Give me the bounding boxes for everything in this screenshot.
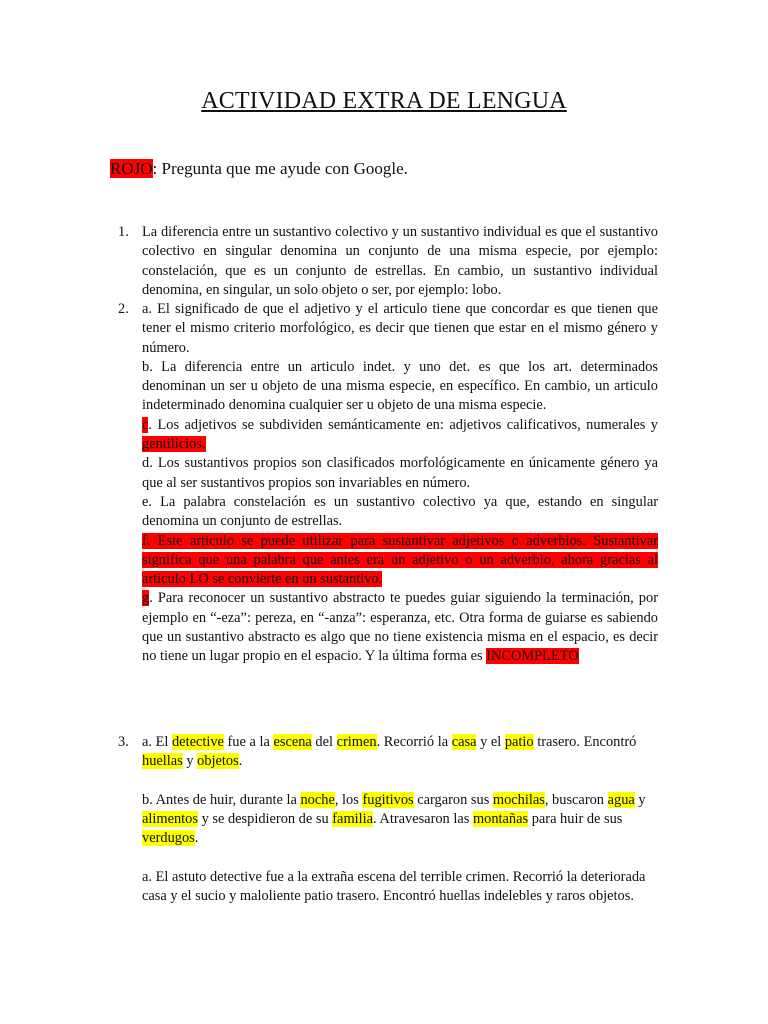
answer-2c: c. Los adjetivos se subdividen semánticamente en: adjetivos calificativos, numerales y gentilicios. [142, 416, 658, 453]
answer-2f [142, 532, 658, 590]
answer-3a-highlighted: a. El detective fue a la escena del crimen. Recorrió la casa y el patio trasero. Encontró huellas y objetos. [142, 734, 637, 770]
yellow-highlight: huellas [142, 753, 183, 770]
answer-2b: b. La diferencia entre un articulo indet. y uno det. es que los art. determinados denominan un ser u objeto de una misma especie, en específico. En cambio, un articulo indeterminado denomina cualquier ser u objeto de una misma especie. [142, 358, 658, 414]
answer-item-1 [118, 223, 658, 300]
answer-2g: g. Para reconocer un sustantivo abstracto te puedes guiar siguiendo la terminación, por ejemplo en “-eza”: pereza, en “-anza”: esperanza, etc. Otra forma de guiarse es sabiendo que un sustantivo abstracto es algo que no tiene existencia misma en el espacio, es decir no tiene un lugar propio en el espacio. Y la última forma es INCOMPLETO [142, 590, 658, 665]
yellow-highlight: crimen [336, 734, 377, 750]
color-legend [110, 159, 408, 179]
answer-3b-highlighted: b. Antes de huir, durante la noche, los fugitivos cargaron sus mochilas, buscaron agua y alimentos y se despidieron de su familia. Atravesaron las montañas para huir de sus verdugos. [142, 791, 646, 847]
yellow-highlight: familia [332, 811, 374, 828]
document-title: ACTIVIDAD EXTRA DE LENGUA [201, 88, 567, 114]
red-mark: g [142, 590, 150, 607]
yellow-highlight: escena [273, 734, 312, 750]
item-number: 1. [118, 224, 129, 240]
yellow-highlight: casa [451, 734, 477, 750]
yellow-highlight: mochilas [492, 791, 545, 808]
legend-red-tag: ROJO [110, 159, 153, 178]
item-number: 2. [118, 301, 129, 317]
legend-text: : Pregunta que me ayude con Google. [152, 159, 408, 178]
yellow-highlight: agua [607, 791, 635, 808]
yellow-highlight: noche [300, 791, 335, 808]
yellow-highlight: detective [171, 734, 224, 750]
yellow-highlight: montañas [472, 811, 529, 828]
answer-1-text: La diferencia entre un sustantivo colectivo y un sustantivo individual es que el sustantivo colectivo en singular denomina un conjunto de una misma especie, por ejemplo: constelación, que es un conjunto de estrellas. En cambio, un sustantivo individual denomina, en singular, un solo objeto o ser, por ejemplo: lobo. [142, 224, 658, 298]
answer-item-3 [118, 733, 658, 907]
red-highlight: gentilicios. [142, 436, 206, 453]
answer-3a-expanded: a. El astuto detective fue a la extraña escena del terrible crimen. Recorrió la deteriorada casa y el sucio y maloliente patio trasero. Encontró huellas indelebles y raros objetos. [142, 869, 646, 905]
red-highlight: f. Este articulo se puede utilizar para sustantivar adjetivos o adverbios. Sustantivar significa que una palabra que antes era un adjetivo o un adverbio, ahora gracias al articulo LO se convierte en un sustantivo. [142, 532, 658, 588]
item-number: 3. [118, 734, 129, 750]
yellow-highlight: fugitivos [362, 791, 414, 808]
answer-item-2 [118, 300, 658, 667]
red-mark: c [142, 416, 149, 433]
red-highlight: INCOMPLETO [486, 648, 579, 665]
answer-2d: d. Los sustantivos propios son clasificados morfológicamente en únicamente género ya que al ser sustantivos propios son invariables en número. [142, 455, 658, 491]
answer-2e: e. La palabra constelación es un sustantivo colectivo ya que, estando en singular denomina un conjunto de estrellas. [142, 493, 658, 530]
yellow-highlight: alimentos [142, 811, 198, 828]
yellow-highlight: objetos [197, 753, 239, 770]
answer-2a: a. El significado de que el adjetivo y el articulo tiene que concordar es que tienen que tener el mismo criterio morfológico, es decir que tienen que estar en el mismo género y número. [142, 301, 658, 356]
yellow-highlight: patio [504, 734, 534, 750]
yellow-highlight: verdugos [142, 830, 195, 847]
